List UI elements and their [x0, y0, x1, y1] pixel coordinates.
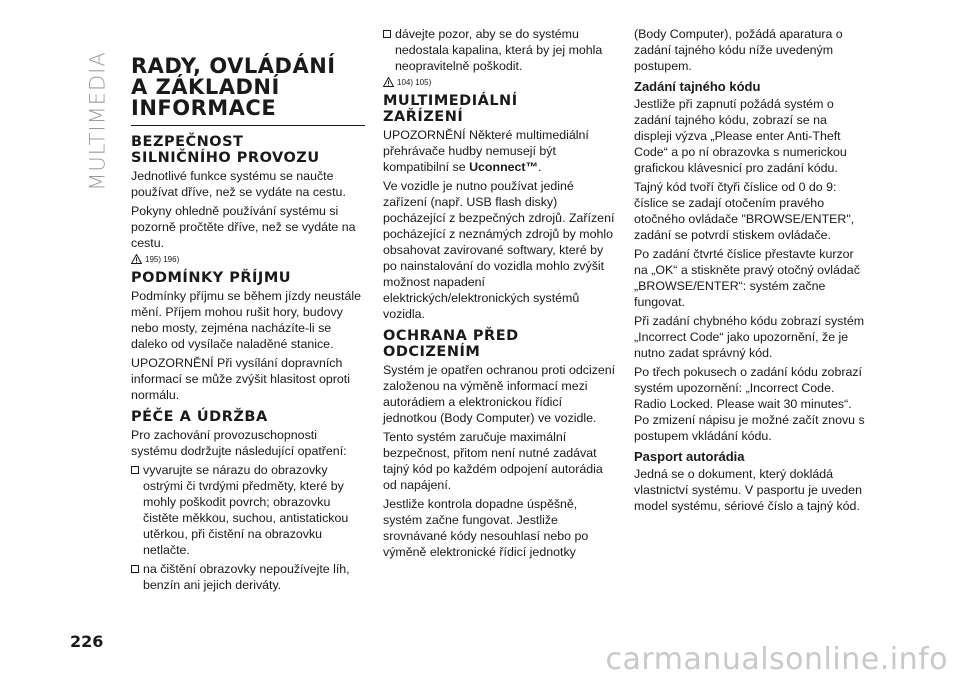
paragraph: Jestliže při zapnutí požádá systém o zadání tajného kódu, zobrazí se na displeji výzva „Please enter Anti-Theft Code“ a po ní obrazovka s numerickou grafickou klávesnicí pro zadání kódu.	[634, 97, 847, 175]
column-2	[383, 26, 617, 563]
paragraph: Jedná se o dokument, který dokládá vlastnictví systému. V pasportu je uveden model systému, sériové číslo a tajný kód.	[634, 467, 862, 513]
section-side-label	[86, 46, 110, 196]
paragraph: Po zadání čtvrté číslice přestavte kurzor na „OK“ a stiskněte pravý otočný ovládač „BROWSE/ENTER“: systém začne fungovat.	[634, 247, 860, 309]
paragraph: Systém je opatřen ochranou proti odcizení založenou na výměně informací mezi autorádiem a elektronickou řídicí jednotkou (Body Computer) ve vozidle.	[383, 363, 616, 425]
page-number: 226	[70, 632, 104, 651]
heading-line: ZAŘÍZENÍ	[383, 109, 464, 125]
heading-line: PÉČE A ÚDRŽBA	[131, 409, 268, 425]
heading-line: PODMÍNKY PŘÍJMU	[131, 270, 292, 286]
paragraph: Pokyny ohledně používání systému si pozorně pročtěte dříve, než se vydáte na cestu.	[131, 204, 356, 250]
warning-reference	[131, 254, 365, 264]
square-bullet-icon	[383, 30, 391, 38]
chapter-title	[131, 56, 365, 126]
paragraph: UPOZORNĚNÍ Při vysílání dopravních informací se může zvýšit hlasitost oproti normálu.	[131, 356, 350, 402]
square-bullet-icon	[131, 466, 139, 474]
column-1	[131, 56, 365, 596]
warning-triangle-icon	[383, 77, 394, 87]
chapter-title-line: INFORMACE	[131, 96, 277, 120]
paragraph: Tento systém zaručuje maximální bezpečnost, přitom není nutné zadávat tajný kód po každém odpojení autorádia od napájení.	[383, 430, 603, 492]
heading-line: ODCIZENÍM	[383, 344, 481, 360]
column-3	[634, 26, 868, 517]
warning-reference	[383, 77, 617, 87]
subheading-radio-passport: Pasport autorádia	[634, 449, 745, 464]
heading-reception-conditions	[131, 270, 365, 286]
square-bullet-icon	[131, 565, 139, 573]
bullet-item	[383, 26, 617, 74]
paragraph: Po třech pokusech o zadání kódu zobrazí systém upozornění: „Incorrect Code. Radio Locked. Please wait 30 minutes“. Po zmizení nápisu je možné začít znovu s postupem vkládání kódu.	[634, 365, 865, 443]
paragraph: (Body Computer), požádá aparatura o zadání tajného kódu níže uvedeným postupem.	[634, 27, 843, 73]
section-side-label-text: MULTIMEDIA	[86, 51, 110, 191]
paragraph: Jestliže kontrola dopadne úspěšně, systém začne fungovat. Jestliže srovnávané kódy nesouhlasí nebo po výměně elektronické řídicí jednotky	[383, 497, 589, 559]
warning-reference-numbers: 195) 196)	[145, 255, 180, 264]
paragraph-text: UPOZORNĚNÍ Některé multimediální přehrávače hudby nemusejí být kompatibilní se	[383, 128, 589, 174]
bullet-text: na čištění obrazovky nepoužívejte líh, benzín ani jejich deriváty.	[143, 562, 350, 592]
heading-line: BEZPEČNOST	[131, 134, 244, 150]
paragraph	[383, 127, 617, 175]
subheading-secret-code-entry: Zadání tajného kódu	[634, 79, 761, 94]
heading-line: SILNIČNÍHO PROVOZU	[131, 150, 320, 166]
bullet-item	[131, 462, 365, 558]
paragraph: Podmínky příjmu se během jízdy neustále mění. Příjem mohou rušit hory, budovy nebo mosty, zejména nacházíte-li se daleko od vysílače naladěné stanice.	[131, 289, 362, 351]
brand-name: Uconnect™	[469, 160, 538, 174]
heading-road-safety	[131, 134, 365, 166]
bullet-text: vyvarujte se nárazu do obrazovky ostrými či tvrdými předměty, které by mohly poškodit povrch; obrazovku čistěte měkkou, suchou, antistatickou utěrkou, při čistění na obrazovku netlačte.	[143, 463, 349, 557]
chapter-title-line: RADY, OVLÁDÁNÍ	[131, 54, 336, 78]
warning-triangle-icon	[131, 254, 142, 264]
heading-line: MULTIMEDIÁLNÍ	[383, 93, 518, 109]
heading-line: OCHRANA PŘED	[383, 328, 519, 344]
paragraph: Ve vozidle je nutno používat jediné zařízení (např. USB flash disky) pocházející z bezpečných zdrojů. Zařízení pocházející z neznámých zdrojů by mohlo obsahovat zavirované softwary, které by po nainstalování do vozidla mohlo zvýšit možnost napadení elektrických/elektronických systémů vozidla.	[383, 179, 615, 321]
heading-multimedia-devices	[383, 93, 617, 125]
heading-theft-protection	[383, 328, 617, 360]
paragraph-text: .	[537, 160, 542, 174]
heading-care-maintenance	[131, 409, 365, 425]
bullet-text: dávejte pozor, aby se do systému nedostala kapalina, která by jej mohla neopravitelně poškodit.	[395, 27, 603, 73]
paragraph: Jednotlivé funkce systému se naučte používat dříve, než se vydáte na cestu.	[131, 169, 346, 199]
bullet-item	[131, 561, 365, 593]
paragraph: Pro zachování provozuschopnosti systému dodržujte následující opatření:	[131, 428, 347, 458]
warning-reference-numbers: 104) 105)	[397, 78, 432, 87]
watermark: carmanualsonline.info	[605, 642, 948, 677]
chapter-title-line: A ZÁKLADNÍ	[131, 75, 280, 99]
paragraph: Tajný kód tvoří čtyři číslice od 0 do 9: číslice se zadají otočením pravého otočného ovládače "BROWSE/ENTER", zadání se potvrdí stiskem ovládače.	[634, 180, 855, 242]
paragraph: Při zadání chybného kódu zobrazí systém „Incorrect Code“ jako upozornění, že je nutno zadat správný kód.	[634, 314, 865, 360]
